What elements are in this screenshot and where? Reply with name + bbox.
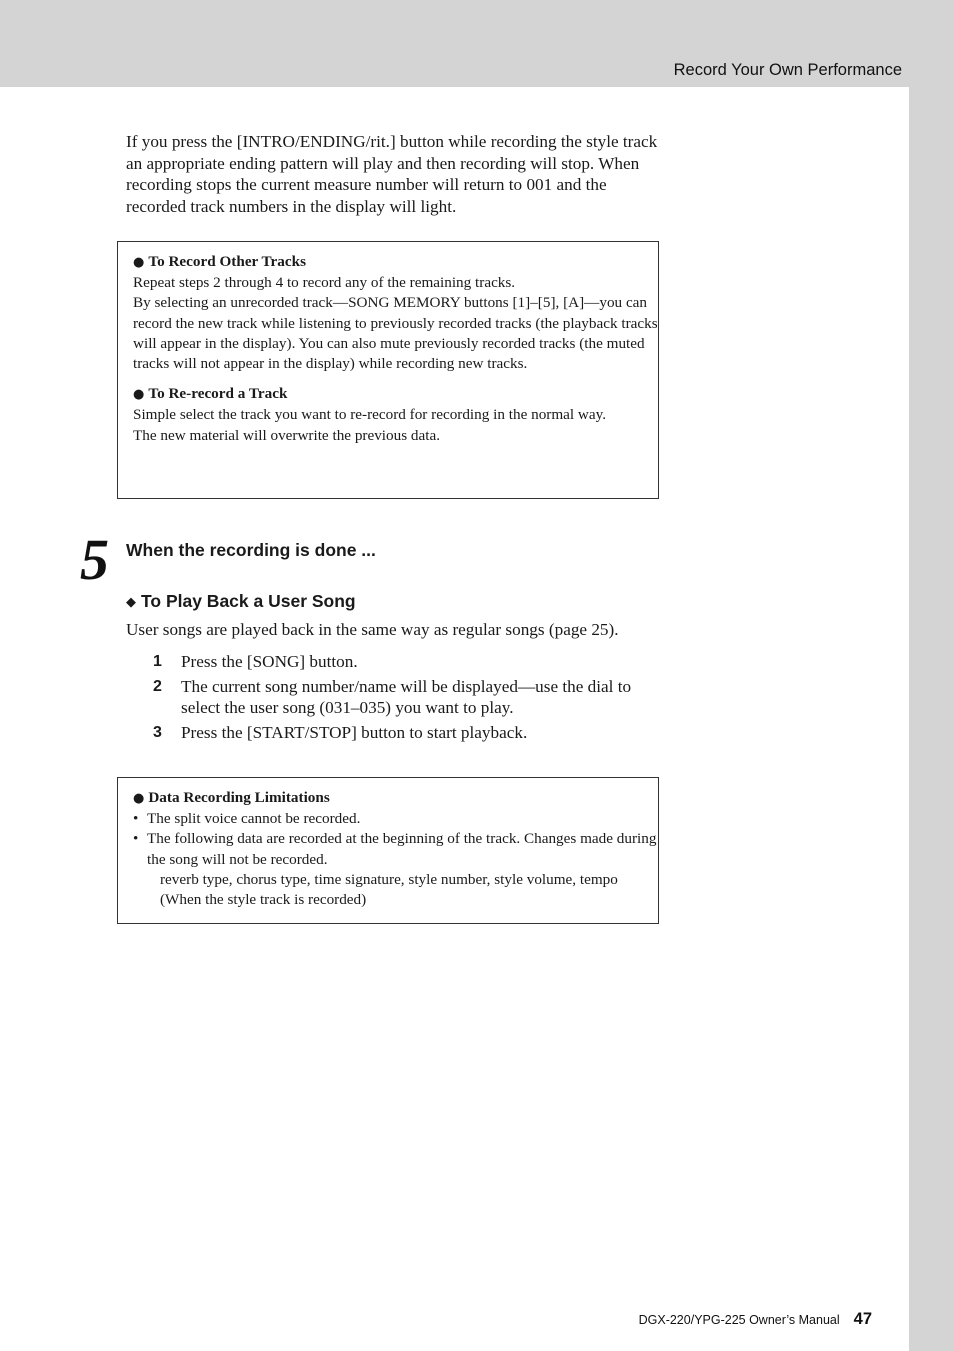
note-text: Simple select the track you want to re-record for recording in the normal way.	[133, 406, 607, 424]
page-number: 47	[853, 1310, 872, 1328]
note-box-recording-tips	[117, 241, 659, 499]
substep-list	[126, 651, 666, 747]
manual-name: DGX-220/YPG-225 Owner’s Manual	[638, 1313, 840, 1327]
list-item: • The split voice cannot be recorded.	[133, 810, 361, 828]
side-band	[909, 87, 954, 1351]
note-heading-re-record-track: ● To Re-record a Track	[133, 385, 288, 403]
list-item-detail: reverb type, chorus type, time signature, style number, style volume, tempo (When the style track is recorded)	[160, 870, 618, 909]
intro-paragraph: If you press the [INTRO/ENDING/rit.] button while recording the style track an appropriate ending pattern will play and then recording will stop. When recording stops the current measure number will return to 001 and the recorded track numbers in the display will light.	[126, 132, 658, 217]
note-box-limitations	[117, 777, 659, 924]
diamond-icon: ◆	[126, 595, 136, 610]
bullet-dot-icon: ●	[133, 255, 145, 270]
page-footer	[639, 1310, 872, 1329]
sub-heading: ◆ To Play Back a User Song	[126, 591, 356, 611]
list-item: • The following data are recorded at the beginning of the track. Changes made during the song will not be recorded.	[133, 830, 657, 868]
substep: 3 Press the [START/STOP] button to start playback.	[153, 723, 528, 743]
page-header-title: Record Your Own Performance	[673, 61, 902, 79]
substep: 1 Press the [SONG] button.	[153, 652, 358, 671]
note-text: The new material will overwrite the previous data.	[133, 426, 441, 444]
bullet-dot-icon: ●	[133, 387, 145, 403]
note-text: By selecting an unrecorded track—SONG MEMORY buttons [1]–[5], [A]—you can record the new track while listening to previously recorded tracks (the playback tracks will appear in the display). You can also mute previously recorded tracks (the muted tracks will not appear in the display) while recording new tracks.	[133, 294, 658, 373]
step-number: 5	[80, 527, 109, 592]
sub-paragraph: User songs are played back in the same way as regular songs (page 25).	[126, 620, 619, 639]
note-heading-record-other-tracks: ● To Record Other Tracks	[133, 253, 306, 270]
substep: 2 The current song number/name will be displayed—use the dial to select the user song (031–035) you want to play.	[153, 676, 632, 718]
bullet-dot-icon: ●	[133, 791, 145, 806]
step-heading: When the recording is done ...	[126, 540, 376, 560]
note-heading-limitations: ● Data Recording Limitations	[133, 789, 330, 806]
note-text: Repeat steps 2 through 4 to record any of the remaining tracks.	[133, 274, 516, 292]
